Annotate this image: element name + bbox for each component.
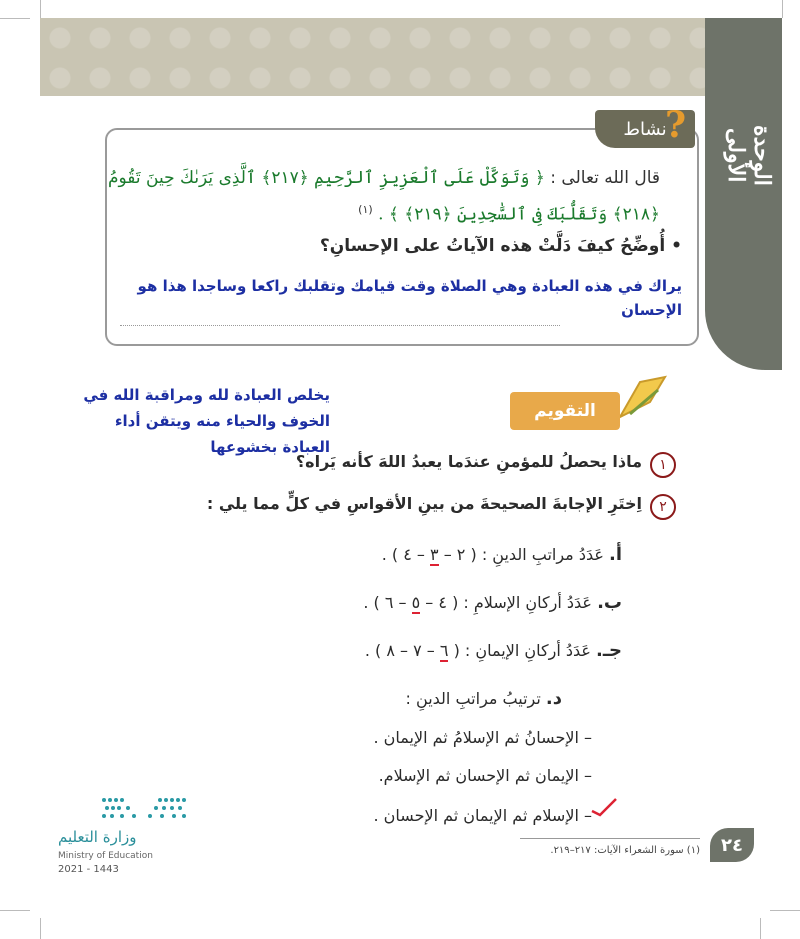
ministry-name-en: Ministry of Education — [58, 851, 153, 861]
header-band — [40, 18, 782, 96]
question-2: اِختَرِ الإجابةَ الصحيحةَ من بينِ الأقواسِ في كلٍّ مما يلي : — [206, 494, 642, 513]
verse — [100, 162, 660, 231]
crop-mark — [40, 918, 41, 939]
item-a — [262, 544, 622, 565]
page-number: ٢٤ — [710, 828, 754, 862]
evaluation-tab — [510, 392, 620, 430]
item-b-text: عَدَدُ أركانِ الإسلامِ : ( — [452, 593, 592, 612]
item-d-text: ترتيبُ مراتبِ الدينِ : — [405, 689, 541, 708]
item-d-option-1: – الإحسانُ ثم الإسلامُ ثم الإيمان . — [373, 728, 592, 747]
item-c — [262, 640, 622, 661]
edition-year: 2021 - 1443 — [58, 864, 119, 875]
crop-mark — [0, 18, 30, 19]
activity-tab-label: نشاط — [623, 118, 667, 140]
item-a-label: أ. — [608, 544, 622, 565]
item-a-selected: ٣ — [430, 545, 439, 564]
item-c-label: جـ. — [596, 640, 622, 661]
item-b-selected: ٥ — [411, 593, 421, 612]
item-c-option: – ٧ – ٨ ) . — [364, 641, 435, 660]
verse-text: ﴿ وَتَوَكَّلْ عَلَى ٱلْعَزِيزِ ٱلرَّحِيمِ ﴿٢١٧﴾ ٱلَّذِى يَرَىٰكَ حِينَ تَقُومُ ﴿٢١٨﴾ وَتَقَلُّبَكَ فِى ٱلسَّٰجِدِينَ ﴿٢١٩﴾ ﴾ . — [107, 168, 660, 225]
evaluation-answer-note: يخلص العبادة لله ومراقبة الله في الخوف والحياء منه ويتقن أداء العبادة بخشوعها — [83, 386, 330, 456]
item-b-label: ب. — [597, 592, 622, 613]
item-d-option-3: – الإسلام ثم الإيمان ثم الإحسان . — [373, 806, 592, 825]
footnote-rule — [520, 838, 700, 839]
answer-line — [120, 325, 560, 326]
ministry-name-ar: وزارة التعليم — [58, 828, 137, 846]
question-number-1: ١ — [650, 452, 676, 478]
ministry-logo-icon — [98, 792, 190, 826]
check-mark-icon — [590, 795, 618, 817]
question-1: ماذا يحصلُ للمؤمنِ عندَما يعبدُ اللهَ كأنه يَراه؟ — [295, 452, 642, 471]
verse-intro: قال الله تعالى : — [550, 168, 660, 188]
item-a-text: عَدَدُ مراتبِ الدينِ : ( — [470, 545, 604, 564]
evaluation-tab-label: التقويم — [534, 401, 596, 421]
question-mark-icon: ? — [665, 104, 687, 146]
item-c-selected: ٦ — [439, 641, 449, 660]
item-d-option-2: – الإيمان ثم الإحسان ثم الإسلام. — [378, 766, 592, 785]
unit-title: الوحدة الأولى — [723, 124, 775, 186]
crop-mark — [40, 0, 41, 18]
crop-mark — [0, 910, 30, 911]
item-c-text: عَدَدُ أركانِ الإيمانِ : ( — [453, 641, 591, 660]
activity-answer: يراك في هذه العبادة وهي الصلاة وقت قيامك وتقلبك راكعا وساجدا هذا هو الإحسان — [137, 277, 682, 319]
item-a-option: ٢ – — [443, 545, 466, 564]
footnote: (١) سورة الشعراء الآيات: ٢١٧–٢١٩. — [550, 845, 700, 856]
crop-mark — [760, 918, 761, 939]
activity-question: • أُوضِّحُ كيفَ دَلَّتْ هذه الآياتُ على الإحسانِ؟ — [319, 236, 682, 256]
item-d-label: د. — [545, 688, 562, 709]
item-d — [262, 688, 562, 709]
crop-mark — [770, 910, 800, 911]
crop-mark — [782, 0, 783, 18]
item-a-option: – ٤ ) . — [381, 545, 425, 564]
item-b-option: – ٦ ) . — [363, 593, 407, 612]
item-b-option: ٤ – — [425, 593, 447, 612]
verse-ref: (١) — [358, 203, 373, 216]
item-b — [262, 592, 622, 613]
question-number-2: ٢ — [650, 494, 676, 520]
